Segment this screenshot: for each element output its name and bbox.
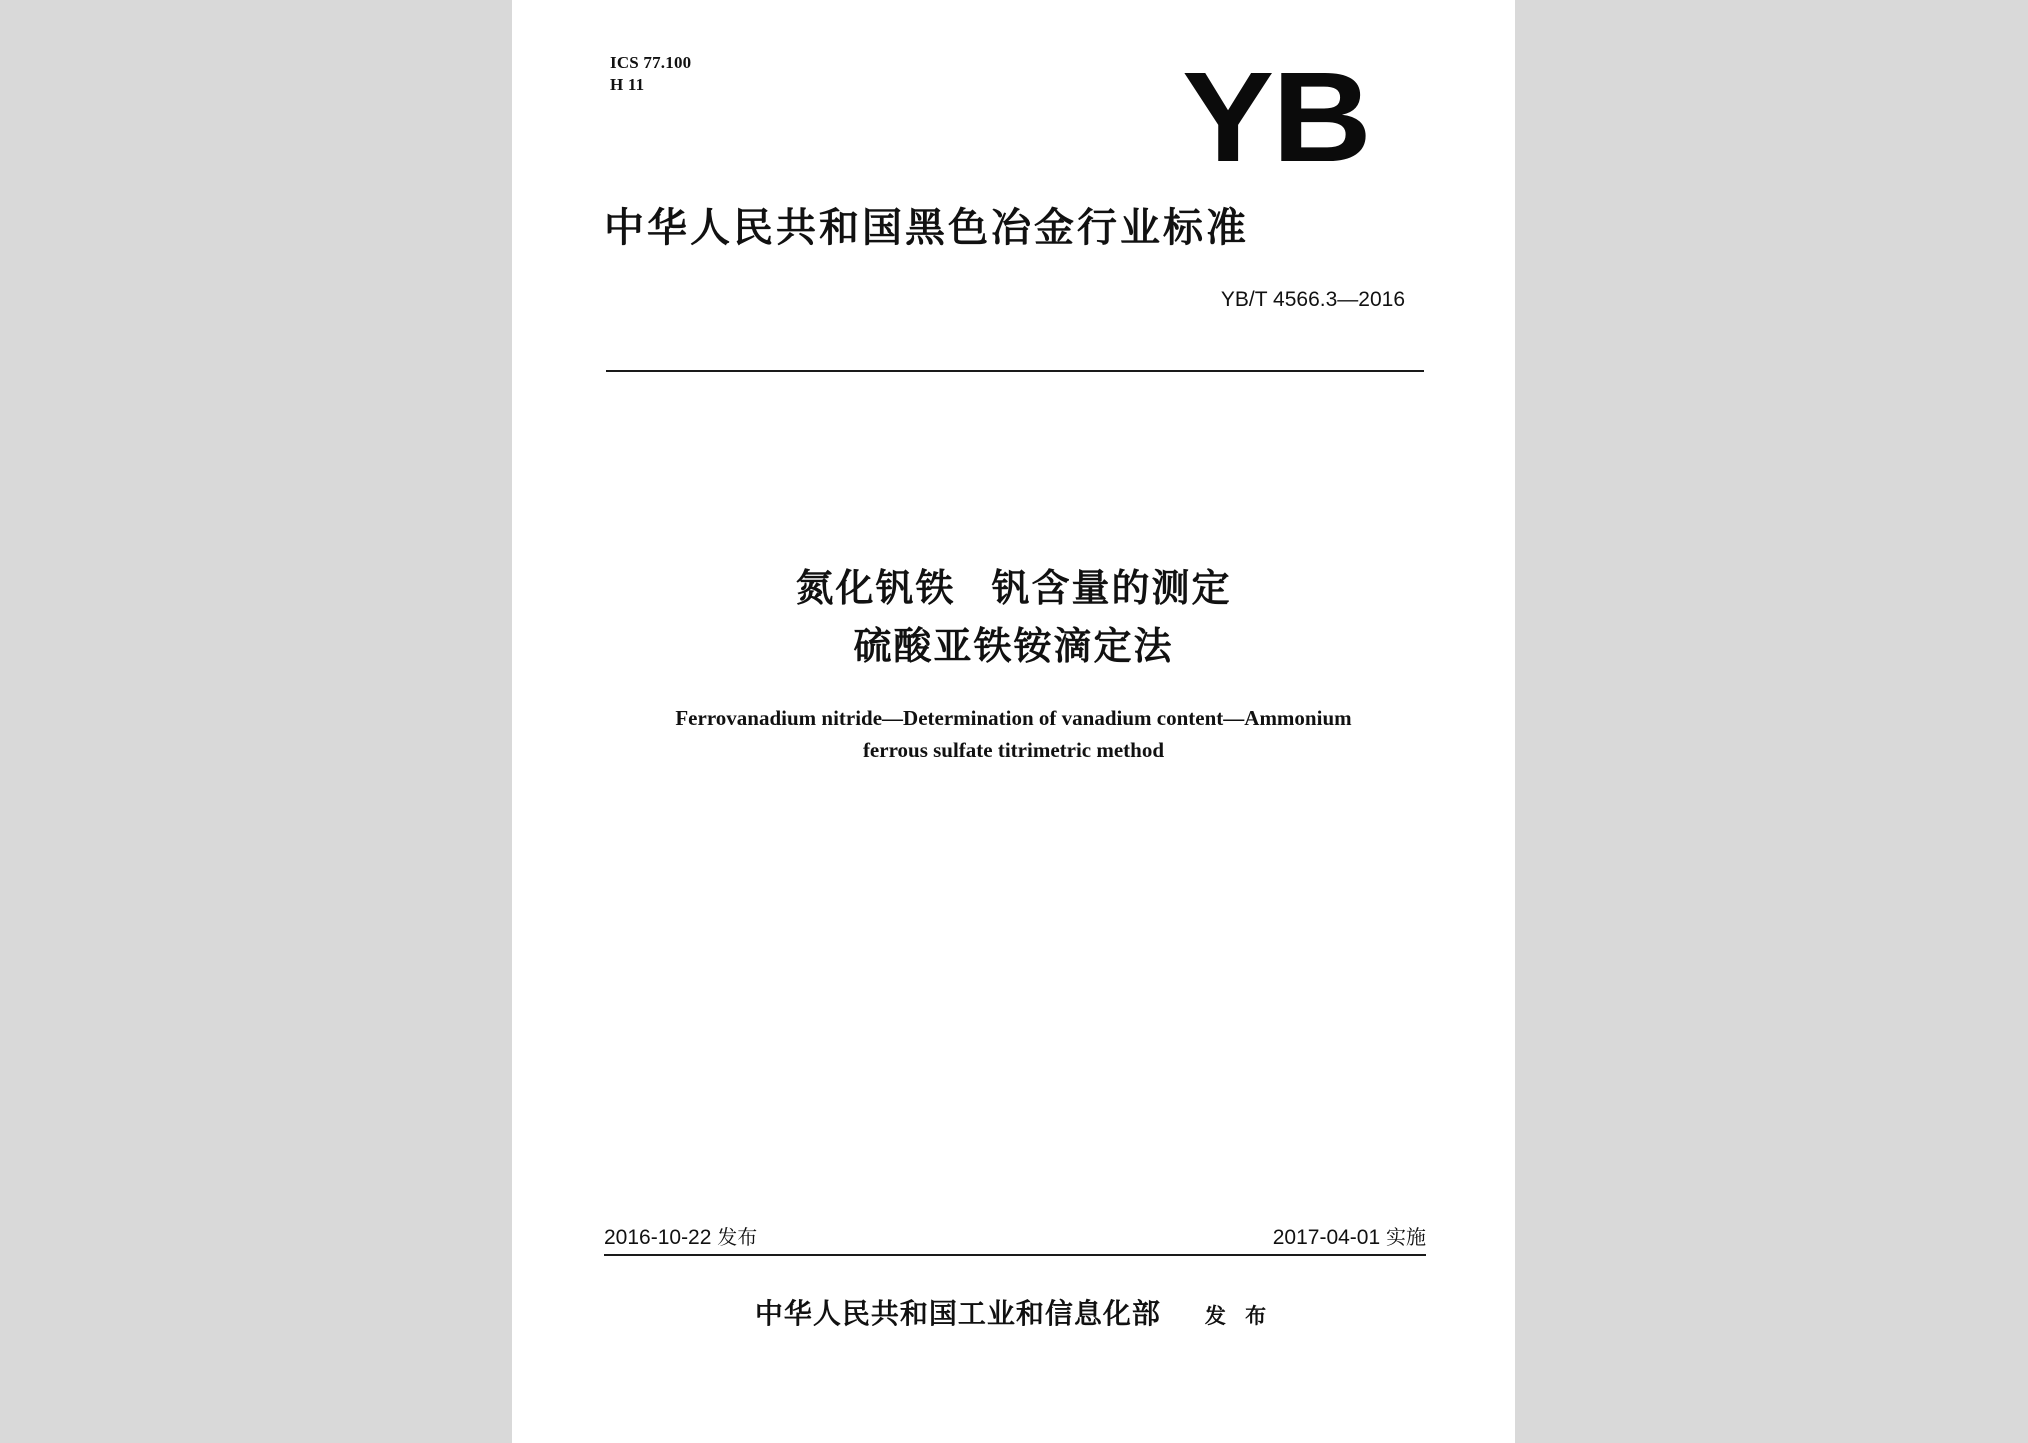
chinese-title-line-2: 硫酸亚铁铵滴定法: [853, 624, 1174, 668]
publisher-line: [512, 1294, 1515, 1338]
effective-date-block: [1273, 1222, 1426, 1253]
bottom-divider: [604, 1254, 1426, 1256]
document-page: [512, 0, 1515, 1443]
issue-date: 2016-10-22: [604, 1226, 712, 1249]
top-divider: [606, 370, 1424, 372]
ccs-code: H 11: [610, 75, 645, 94]
publisher-name: 中华人民共和国工业和信息化部: [754, 1297, 1161, 1330]
effective-label: 实施: [1386, 1225, 1426, 1249]
issue-label: 发布: [717, 1225, 758, 1249]
effective-date: 2017-04-01: [1272, 1226, 1381, 1249]
issue-date-block: [604, 1222, 757, 1253]
publish-word: 发 布: [1204, 1303, 1273, 1328]
english-title-line-2: ferrous sulfate titrimetric method: [862, 738, 1165, 762]
chinese-title-line-1: [512, 562, 1515, 614]
classification-codes: [610, 52, 691, 96]
chinese-title-part-1: 氮化钒铁: [795, 566, 956, 610]
english-title-line-1: Ferrovanadium nitride—Determination of vanadium content—Ammonium: [675, 706, 1352, 730]
standard-code: YB/T 4566.3—2016: [1220, 288, 1405, 311]
chinese-title-part-2: 钒含量的测定: [991, 566, 1232, 610]
yb-logo: YB: [1182, 46, 1370, 189]
ics-code: ICS 77.100: [610, 53, 692, 72]
standard-category-title: 中华人民共和国黑色冶金行业标准: [604, 205, 1249, 251]
